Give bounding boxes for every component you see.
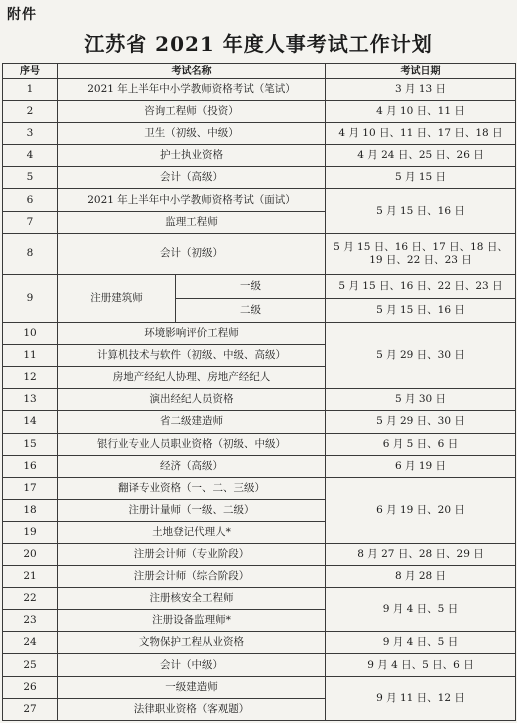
row-no: 27: [3, 698, 58, 720]
exam-name: 环境影响评价工程师: [58, 323, 326, 345]
row-no: 6: [3, 189, 58, 211]
exam-name: 银行业专业人员职业资格（初级、中级）: [58, 433, 326, 455]
table-row: [3, 389, 516, 411]
row-no: 13: [3, 389, 58, 411]
row-no: 23: [3, 610, 58, 632]
row-no: 7: [3, 211, 58, 233]
exam-name: 会计（高级）: [58, 167, 326, 189]
exam-name: 注册设备监理师*: [58, 610, 326, 632]
column-header-no: 序号: [3, 64, 58, 79]
row-no: 18: [3, 499, 58, 521]
row-no: 8: [3, 233, 58, 274]
row-no: 15: [3, 433, 58, 455]
table-row: [3, 632, 516, 654]
exam-name: 经济（高级）: [58, 455, 326, 477]
exam-name: 卫生（初级、中级）: [58, 123, 326, 145]
exam-date: 9 月 4 日、5 日、6 日: [326, 654, 516, 676]
exam-name: 会计（初级）: [58, 233, 326, 274]
row-no: 1: [3, 79, 58, 101]
row-no: 4: [3, 145, 58, 167]
exam-name: 护士执业资格: [58, 145, 326, 167]
row-no: 22: [3, 588, 58, 610]
table-row: [3, 411, 516, 433]
row-no: 17: [3, 477, 58, 499]
table-row: [3, 588, 516, 610]
exam-name: 房地产经纪人协理、房地产经纪人: [58, 367, 326, 389]
exam-name: 注册会计师（综合阶段）: [58, 566, 326, 588]
table-row: [3, 101, 516, 123]
page-title: 江苏省 2021 年度人事考试工作计划: [84, 32, 433, 56]
exam-date: 4 月 24 日、25 日、26 日: [326, 145, 516, 167]
row-no: 20: [3, 544, 58, 566]
table-row: [3, 477, 516, 499]
table-row: [3, 433, 516, 455]
exam-date: 8 月 28 日: [326, 566, 516, 588]
table-row: [3, 323, 516, 345]
exam-name: 2021 年上半年中小学教师资格考试（面试）: [58, 189, 326, 211]
exam-level: 二级: [176, 298, 326, 322]
row-no: 10: [3, 323, 58, 345]
exam-name: 土地登记代理人*: [58, 521, 326, 543]
row-no: 25: [3, 654, 58, 676]
row-no: 26: [3, 676, 58, 698]
exam-date: 9 月 4 日、5 日: [326, 632, 516, 654]
exam-name: 监理工程师: [58, 211, 326, 233]
row-no: 9: [3, 274, 58, 322]
exam-name: 2021 年上半年中小学教师资格考试（笔试）: [58, 79, 326, 101]
exam-name: 演出经纪人员资格: [58, 389, 326, 411]
table-row: [3, 189, 516, 211]
exam-name: 计算机技术与软件（初级、中级、高级）: [58, 345, 326, 367]
table-row: [3, 654, 516, 676]
row-no: 24: [3, 632, 58, 654]
exam-name: 注册会计师（专业阶段）: [58, 544, 326, 566]
exam-name: 法律职业资格（客观题）: [58, 698, 326, 720]
exam-date: 5 月 15 日、16 日、22 日、23 日: [326, 274, 516, 298]
exam-name: 注册建筑师: [58, 274, 176, 322]
row-no: 12: [3, 367, 58, 389]
table-row: [3, 123, 516, 145]
row-no: 16: [3, 455, 58, 477]
exam-date: 9 月 4 日、5 日: [326, 588, 516, 632]
exam-date: 5 月 15 日: [326, 167, 516, 189]
table-header-row: [3, 64, 516, 79]
table-row: [3, 455, 516, 477]
exam-name: 会计（中级）: [58, 654, 326, 676]
exam-name: 注册核安全工程师: [58, 588, 326, 610]
exam-date: 5 月 30 日: [326, 389, 516, 411]
exam-date: 6 月 19 日: [326, 455, 516, 477]
exam-name: 注册计量师（一级、二级）: [58, 499, 326, 521]
exam-date: 4 月 10 日、11 日、17 日、18 日: [326, 123, 516, 145]
exam-date: 6 月 5 日、6 日: [326, 433, 516, 455]
table-row: [3, 676, 516, 698]
column-header-name: 考试名称: [58, 64, 326, 79]
exam-name: 咨询工程师（投资）: [58, 101, 326, 123]
table-row: [3, 544, 516, 566]
table-row: [3, 145, 516, 167]
exam-schedule-table: [2, 63, 516, 721]
row-no: 2: [3, 101, 58, 123]
exam-date: 5 月 29 日、30 日: [326, 323, 516, 389]
table-row: [3, 274, 516, 298]
row-no: 21: [3, 566, 58, 588]
exam-date: 5 月 15 日、16 日: [326, 189, 516, 233]
row-no: 19: [3, 521, 58, 543]
exam-date: 5 月 15 日、16 日、17 日、18 日、19 日、22 日、23 日: [326, 233, 516, 274]
exam-date: 4 月 10 日、11 日: [326, 101, 516, 123]
table-row: [3, 566, 516, 588]
exam-name: 省二级建造师: [58, 411, 326, 433]
table-row: [3, 79, 516, 101]
exam-level: 一级: [176, 274, 326, 298]
exam-date: 5 月 29 日、30 日: [326, 411, 516, 433]
exam-date: 8 月 27 日、28 日、29 日: [326, 544, 516, 566]
exam-date: 9 月 11 日、12 日: [326, 676, 516, 720]
exam-date: 5 月 15 日、16 日: [326, 298, 516, 322]
row-no: 5: [3, 167, 58, 189]
attachment-label: 附件: [7, 7, 37, 23]
exam-name: 一级建造师: [58, 676, 326, 698]
table-row: [3, 233, 516, 274]
row-no: 3: [3, 123, 58, 145]
exam-date: 3 月 13 日: [326, 79, 516, 101]
exam-date: 6 月 19 日、20 日: [326, 477, 516, 543]
column-header-date: 考试日期: [326, 64, 516, 79]
exam-name: 翻译专业资格（一、二、三级）: [58, 477, 326, 499]
exam-name: 文物保护工程从业资格: [58, 632, 326, 654]
row-no: 14: [3, 411, 58, 433]
row-no: 11: [3, 345, 58, 367]
table-row: [3, 167, 516, 189]
